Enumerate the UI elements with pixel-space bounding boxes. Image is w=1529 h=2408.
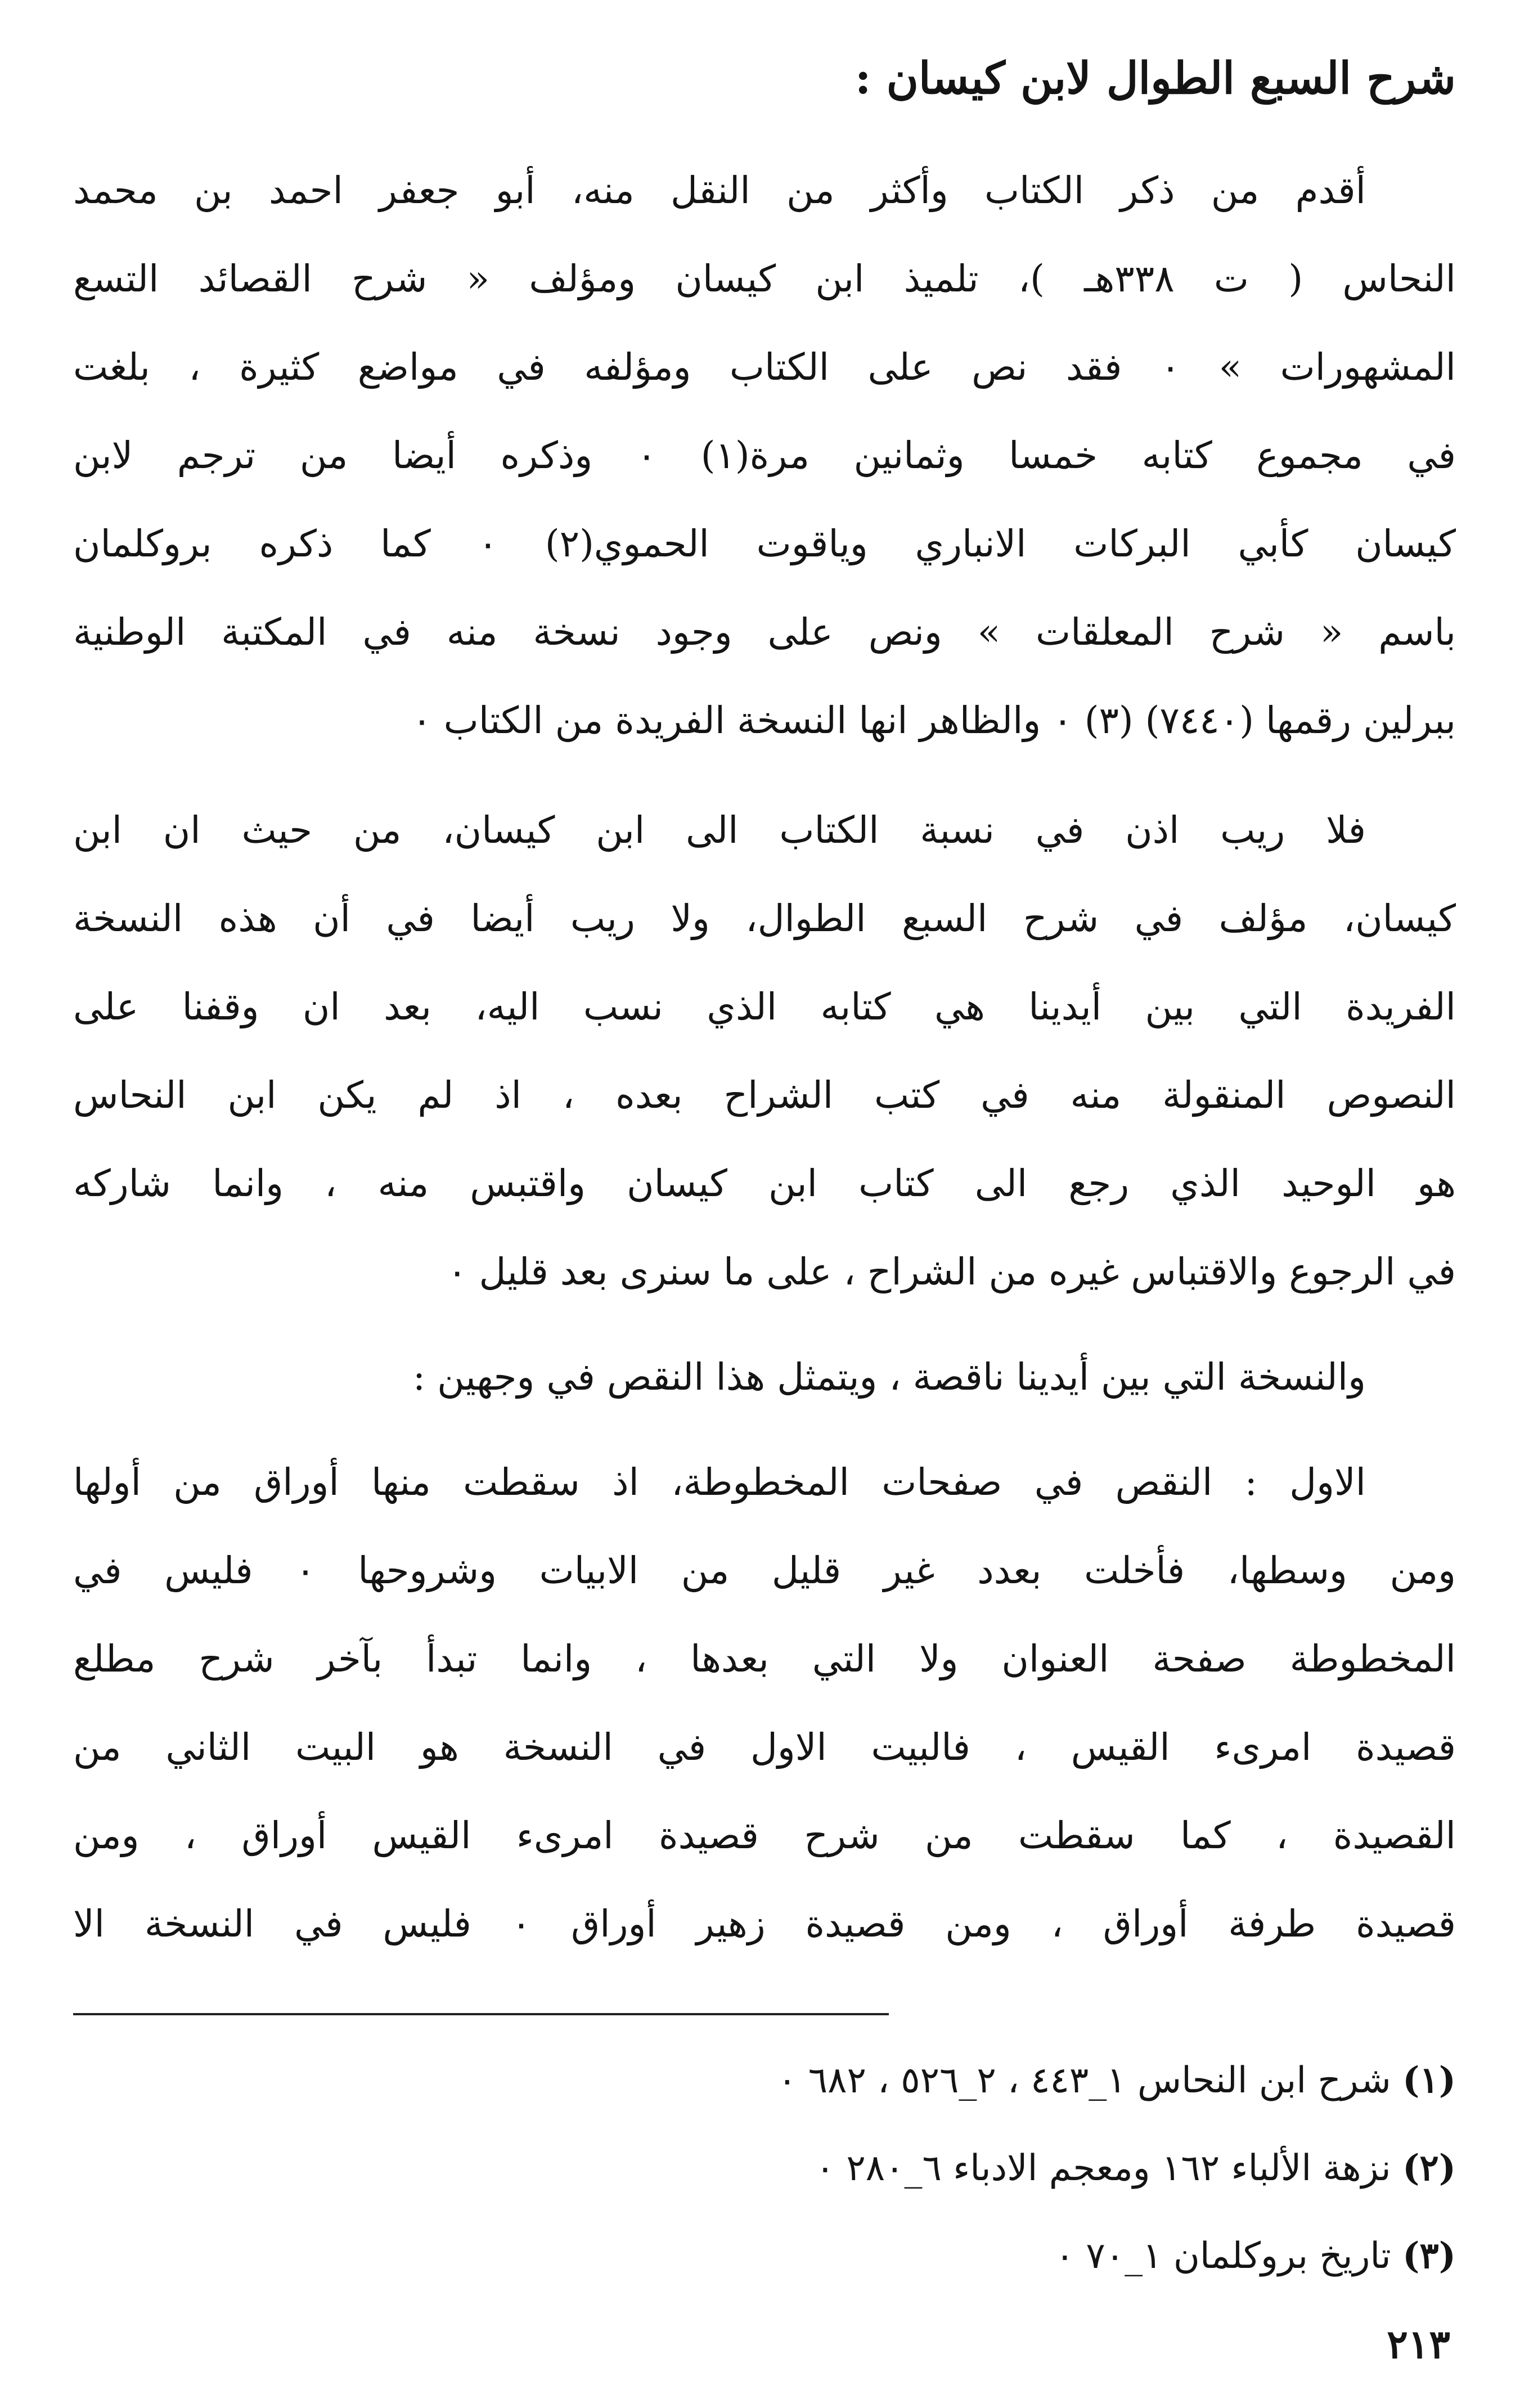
text-line: فلا ريب اذن في نسبة الكتاب الى ابن كيسان، من حيث ان ابن [73,808,1366,852]
paragraph-incomplete-copy [73,1333,1456,1421]
text-line: النحاس ( ت ٣٣٨هـ )، تلميذ ابن كيسان ومؤلف « شرح القصائد التسع [73,257,1456,300]
text-line: المشهورات » ٠ فقد نص على الكتاب ومؤلفه في مواضع كثيرة ، بلغت [73,345,1456,389]
text-line: والنسخة التي بين أيدينا ناقصة ، ويتمثل هذا النقص في وجهين : [412,1355,1366,1399]
footnote-text: نزهة الألباء ١٦٢ ومعجم الادباء ٦_٢٨٠ ٠ [815,2148,1391,2189]
footnote [73,2124,1456,2212]
paragraph-sources [73,146,1456,765]
text-line: المخطوطة صفحة العنوان ولا التي بعدها ، وانما تبدأ بآخر شرح مطلع [73,1637,1456,1681]
paragraph-attribution [73,786,1456,1316]
footnote-marker: (٣) [1402,2235,1456,2277]
text-line: كيسان، مؤلف في شرح السبع الطوال، ولا ريب أيضا في أن هذه النسخة [73,897,1456,940]
footnote-text: تاريخ بروكلمان ١_٧٠ ٠ [1055,2235,1391,2277]
text-line: في مجموع كتابه خمسا وثمانين مرة(١) ٠ وذكره أيضا من ترجم لابن [73,434,1456,477]
text-line: هو الوحيد الذي رجع الى كتاب ابن كيسان واقتبس منه ، وانما شاركه [73,1162,1456,1205]
text-line: ومن وسطها، فأخلت بعدد غير قليل من الابيات وشروحها ٠ فليس في [73,1549,1456,1592]
paragraph-missing-pages [73,1438,1456,1968]
text-line: كيسان كأبي البركات الانباري وياقوت الحموي(٢) ٠ كما ذكره بروكلمان [73,522,1456,565]
text-line: قصيدة امرىء القيس ، فالبيت الاول في النسخة هو البيت الثاني من [73,1726,1456,1769]
footnote-marker: (١) [1402,2059,1456,2101]
section-heading: شرح السبع الطوال لابن كيسان : [855,53,1456,104]
footnote [73,2037,1456,2124]
text-line: القصيدة ، كما سقطت من شرح قصيدة امرىء القيس أوراق ، ومن [73,1814,1456,1857]
text-line: في الرجوع والاقتباس غيره من الشراح ، على ما سنرى بعد قليل ٠ [447,1250,1456,1293]
text-line: أقدم من ذكر الكتاب وأكثر من النقل منه، أبو جعفر احمد بن محمد [73,169,1366,212]
page-number: ٢١٣ [1387,2321,1450,2367]
text-line: باسم « شرح المعلقات » ونص على وجود نسخة منه في المكتبة الوطنية [73,610,1456,654]
footnotes [73,2037,1456,2300]
text-line: الفريدة التي بين أيدينا هي كتابه الذي نسب اليه، بعد ان وقفنا على [73,985,1456,1028]
text-line: قصيدة طرفة أوراق ، ومن قصيدة زهير أوراق ٠ فليس في النسخة الا [73,1902,1456,1946]
text-line: النصوص المنقولة منه في كتب الشراح بعده ، اذ لم يكن ابن النحاس [73,1073,1456,1117]
text-line: ببرلين رقمها (٧٤٤٠) (٣) ٠ والظاهر انها النسخة الفريدة من الكتاب ٠ [412,699,1456,742]
footnote [73,2212,1456,2300]
text-line: الاول : النقص في صفحات المخطوطة، اذ سقطت منها أوراق من أولها [73,1461,1366,1504]
footnote-text: شرح ابن النحاس ١_٤٤٣ ، ٢_٥٢٦ ، ٦٨٢ ٠ [777,2060,1391,2101]
footnote-divider [73,2013,889,2015]
footnote-marker: (٢) [1402,2147,1456,2189]
